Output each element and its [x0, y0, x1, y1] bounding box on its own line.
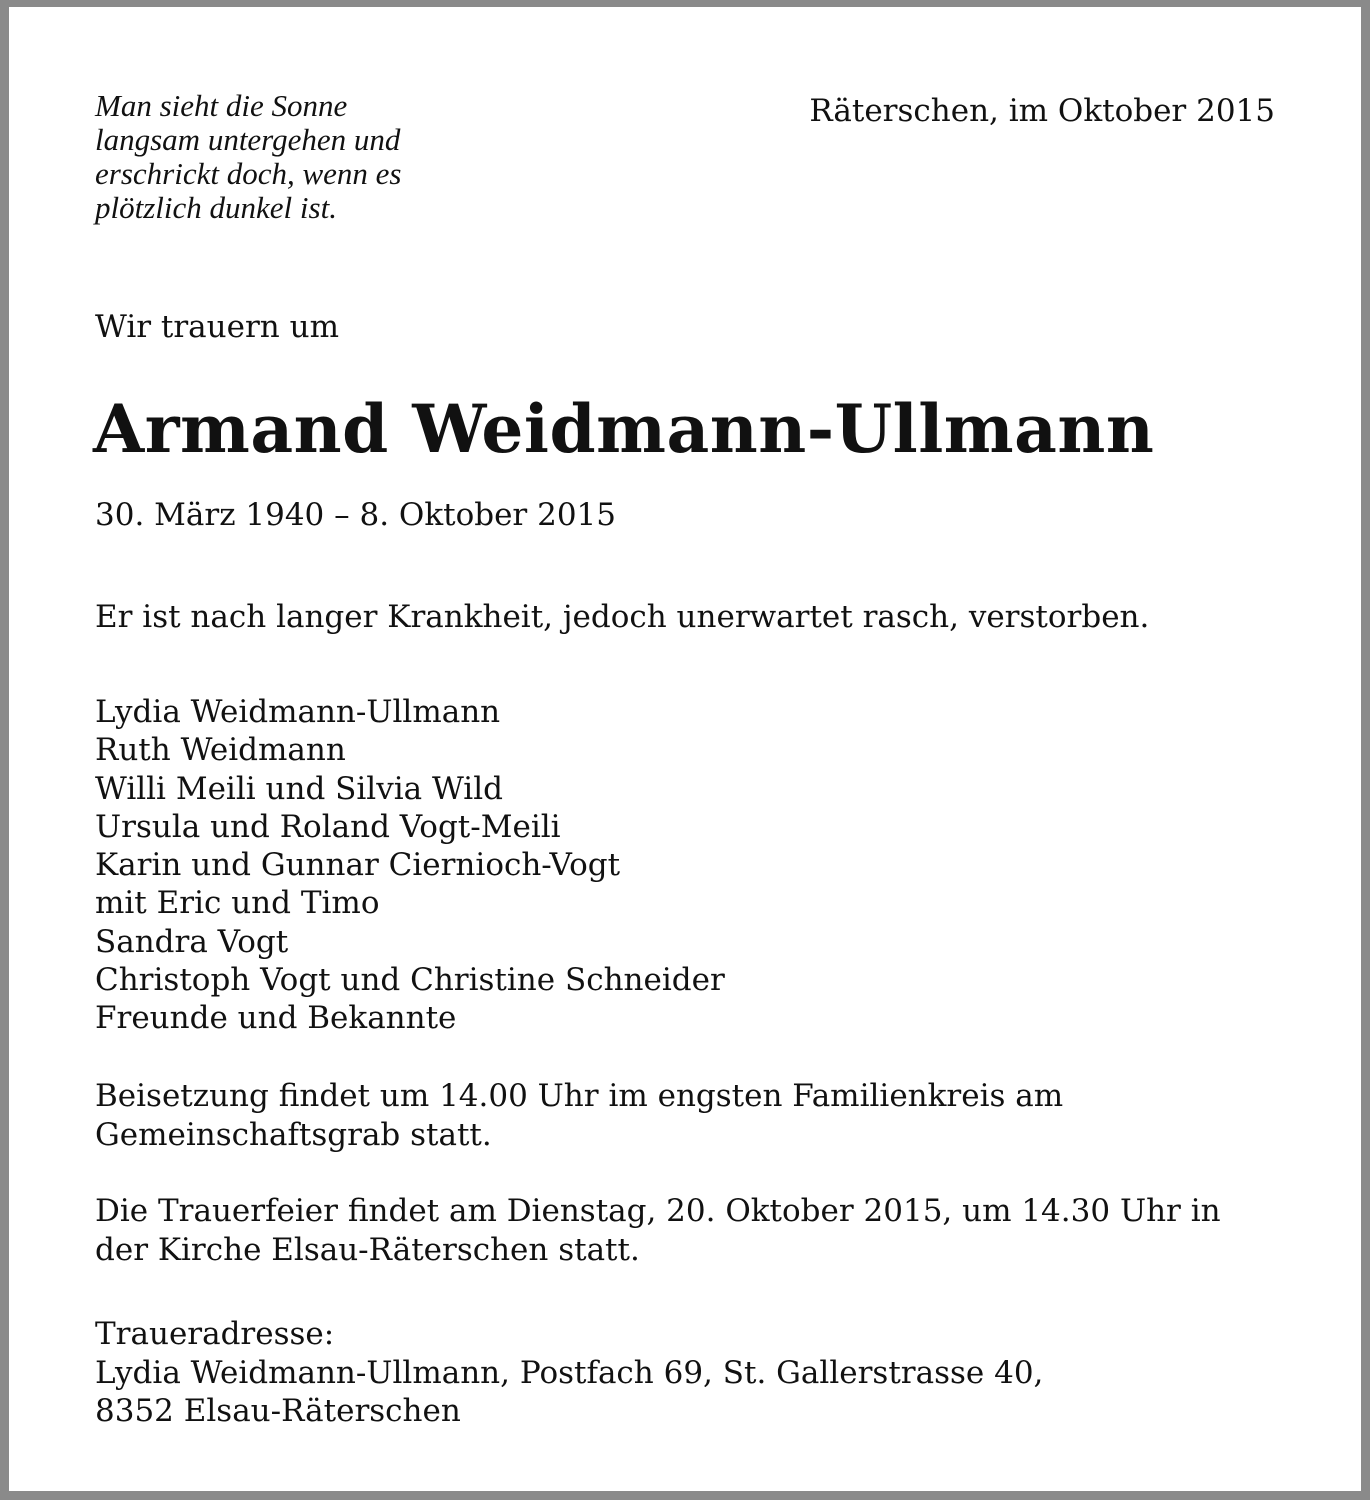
quote-line: Man sieht die Sonne: [95, 88, 348, 123]
mourner: Ruth Weidmann: [95, 732, 346, 769]
mourner: Christoph Vogt und Christine Schneider: [95, 962, 725, 999]
address-line: Lydia Weidmann-Ullmann, Postfach 69, St. Gallerstrasse 40,: [95, 1354, 1044, 1391]
intro-text: Wir trauern um: [95, 309, 339, 345]
quote-line: plötzlich dunkel ist.: [95, 190, 337, 225]
service-line: Die Trauerfeier findet am Dienstag, 20. Oktober 2015, um 14.30 Uhr in: [95, 1193, 1221, 1229]
burial-line: Beisetzung findet um 14.00 Uhr im engsten Familienkreis am: [95, 1078, 1064, 1114]
mourner: Sandra Vogt: [95, 923, 289, 960]
mourner: Willi Meili und Silvia Wild: [95, 770, 503, 807]
mourner: mit Eric und Timo: [95, 885, 380, 922]
place-date: Räterschen, im Oktober 2015: [809, 93, 1275, 129]
service-info: [95, 1192, 1221, 1269]
mourner: Karin und Gunnar Ciernioch-Vogt: [95, 847, 621, 884]
service-line: der Kirche Elsau-Räterschen statt.: [95, 1231, 640, 1268]
mourner: Ursula und Roland Vogt-Meili: [95, 808, 561, 845]
mourner: Freunde und Bekannte: [95, 1000, 457, 1037]
quote-line: erschrickt doch, wenn es: [95, 156, 402, 191]
address-line: 8352 Elsau-Räterschen: [95, 1393, 461, 1429]
burial-info: [95, 1077, 1063, 1154]
quote-line: langsam untergehen und: [95, 122, 401, 157]
deceased-name: Armand Weidmann-Ullmann: [93, 390, 1155, 468]
mourner: Lydia Weidmann-Ullmann: [95, 694, 501, 730]
address-label: Traueradresse:: [95, 1316, 335, 1352]
mourning-address: [95, 1315, 1043, 1431]
burial-line: Gemeinschaftsgrab statt.: [95, 1116, 492, 1153]
quote: [95, 89, 475, 225]
death-statement: Er ist nach langer Krankheit, jedoch unerwartet rasch, verstorben.: [95, 599, 1150, 635]
life-dates: 30. März 1940 – 8. Oktober 2015: [95, 497, 616, 533]
mourners-list: [95, 693, 725, 1038]
